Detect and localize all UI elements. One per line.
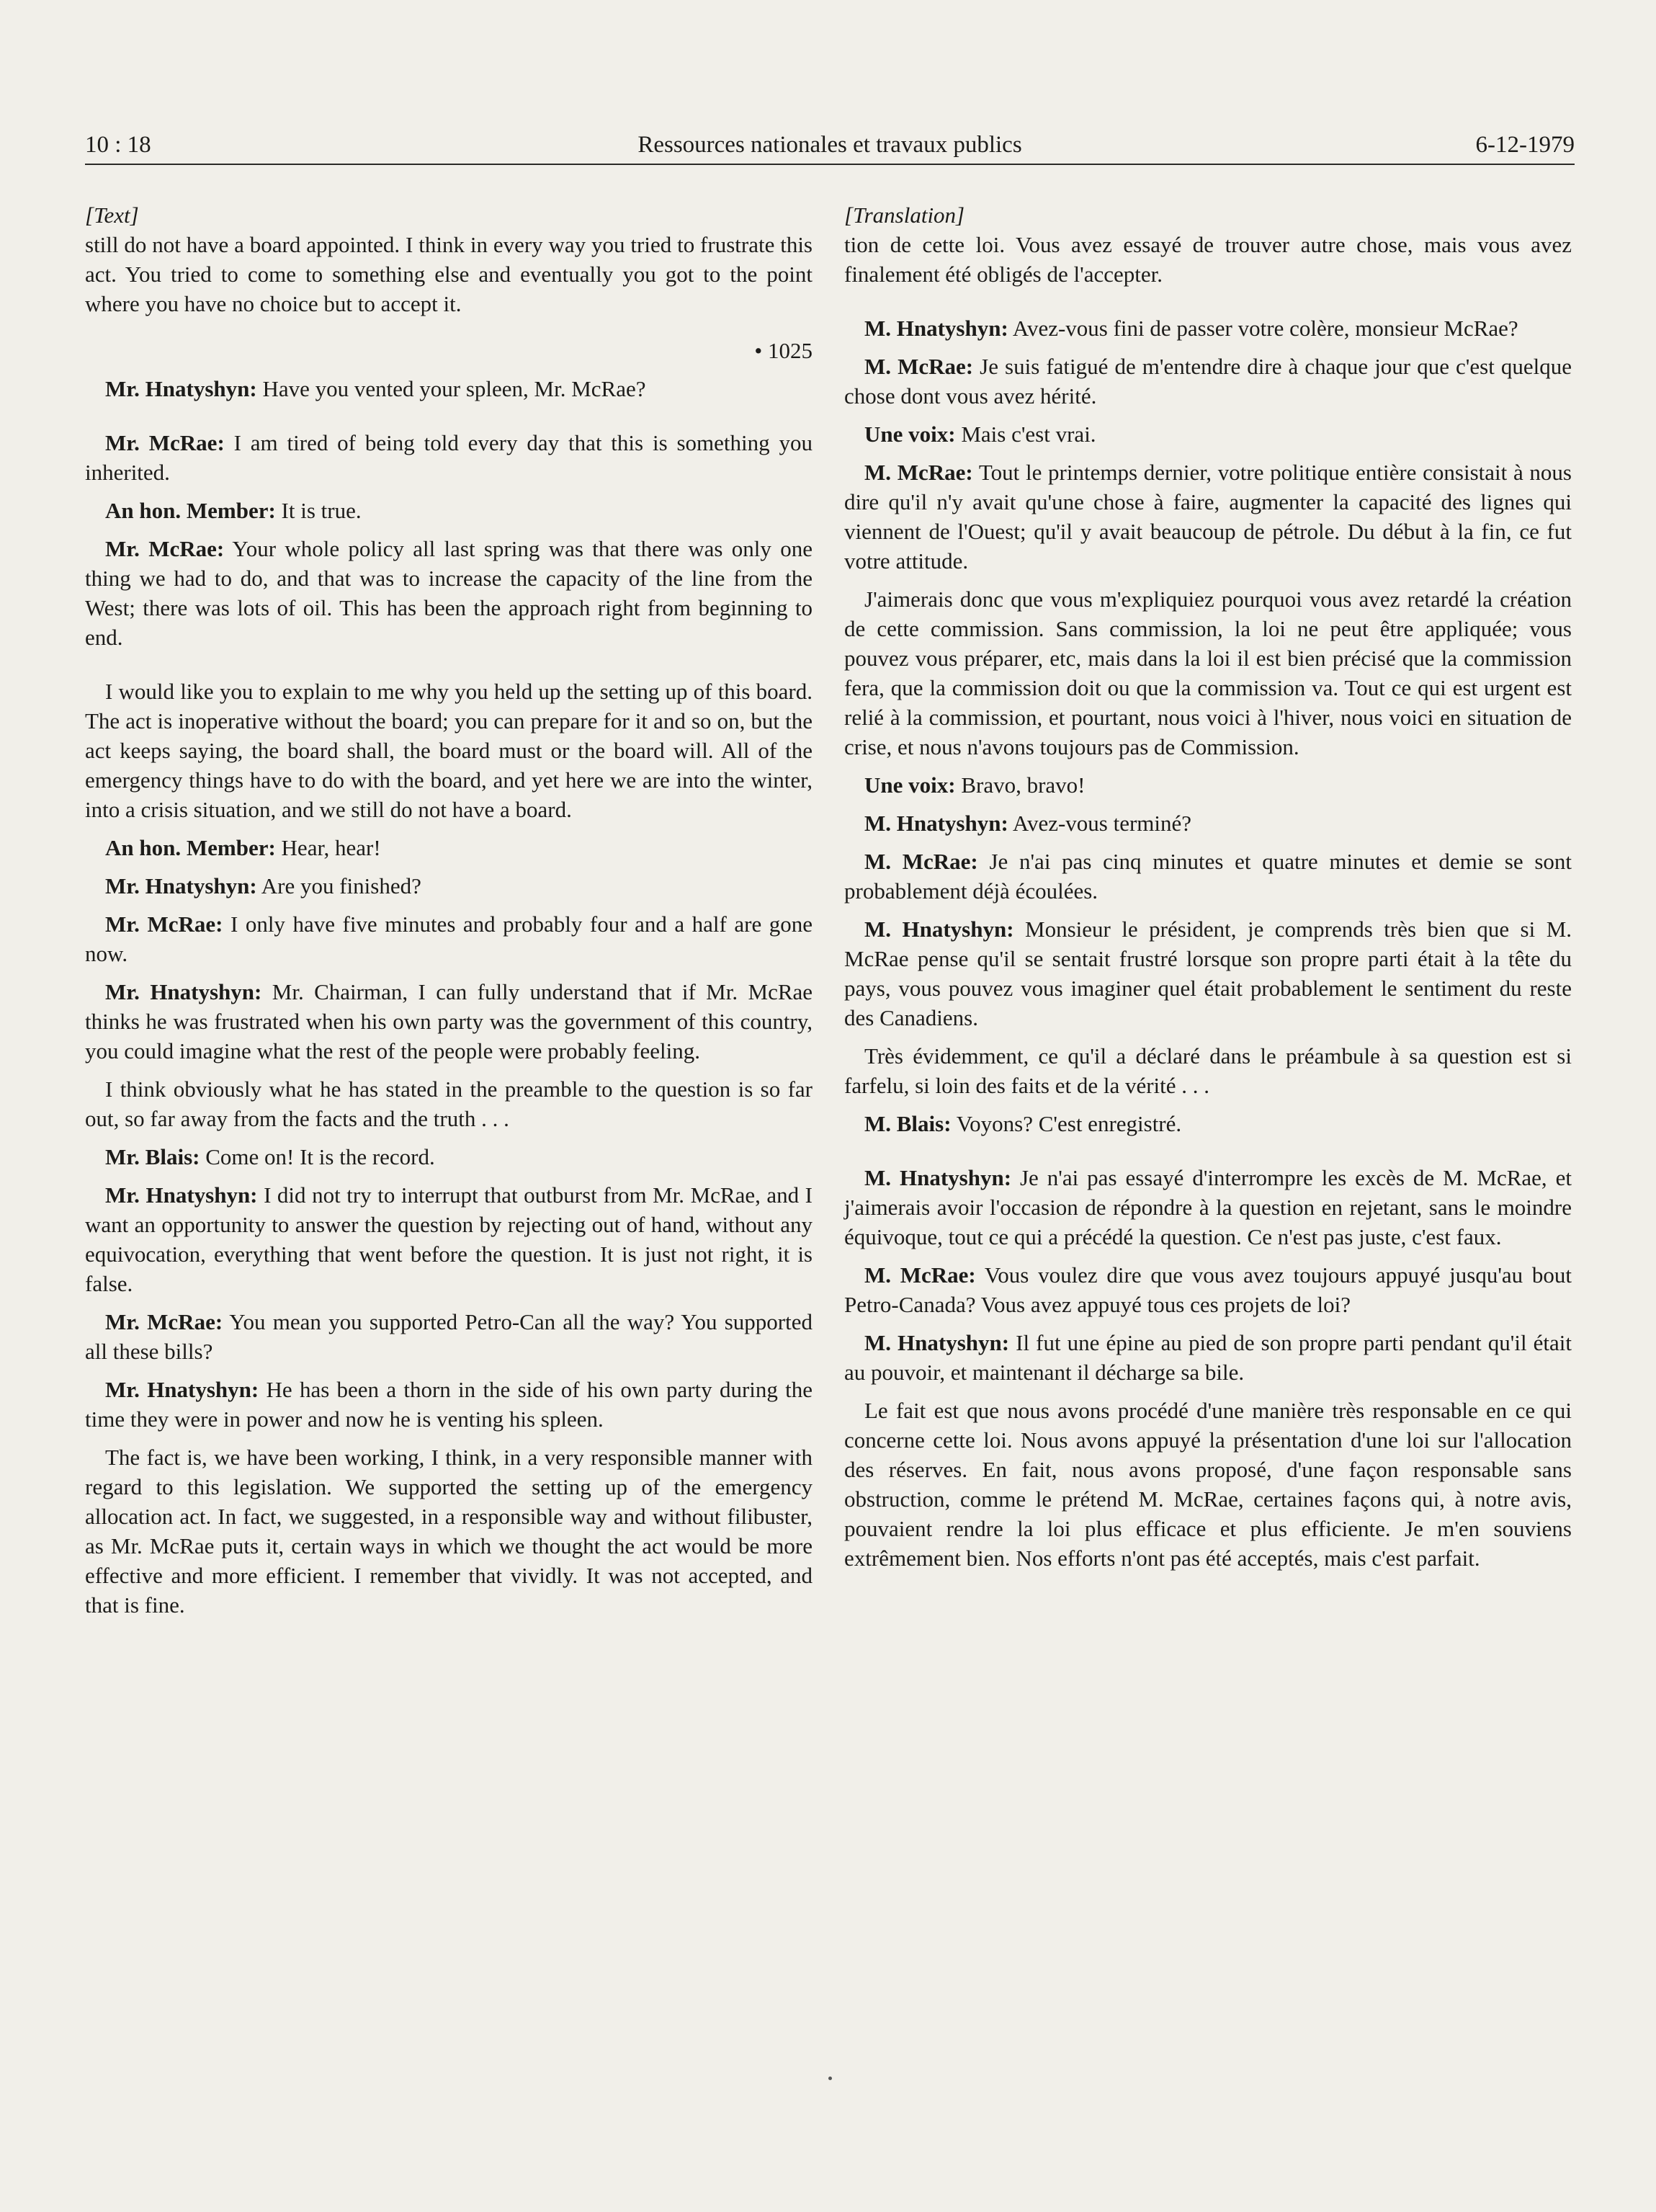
speech-text: Voyons? C'est enregistré. — [956, 1111, 1182, 1136]
transcript-paragraph — [844, 808, 1572, 838]
speech-text: Vous voulez dire que vous avez toujours appuyé jusqu'au bout Petro-Canada? Vous avez appuyé tous ces projets de loi? — [844, 1262, 1572, 1317]
continued-paragraph: tion de cette loi. Vous avez essayé de trouver autre chose, mais vous avez finalement été obligés de l'accepter. — [844, 232, 1572, 287]
speech-text: Monsieur le président, je comprends très bien que si M. McRae pense qu'il se sentait frustré lorsque son propre parti était à la tête du pays, vous pouvez vous imaginer quel était probablement le sentiment du reste des Canadiens. — [844, 917, 1572, 1030]
speaker-name: M. Hnatyshyn: — [864, 316, 1008, 341]
speaker-name: Mr. Hnatyshyn: — [105, 979, 262, 1004]
speech-text: Je n'ai pas essayé d'interrompre les excès de M. McRae, et j'aimerais avoir l'occasion de répondre à la question en rejetant, sans le moindre équivoque, tout ce qui a précédé la question. Ce n'est pas juste, c'est faux. — [844, 1165, 1572, 1249]
speaker-name: M. McRae: — [864, 354, 974, 379]
speaker-name: Mr. Blais: — [105, 1144, 200, 1169]
transcript-paragraph — [85, 871, 813, 901]
speech-text: Tout le printemps dernier, votre politique entière consistait à nous dire qu'il n'y avait qu'une chose à faire, augmenter la capacité des lignes qui viennent de l'Ouest; qu'il y avait beaucoup de pétrole. Du début à la fin, ce fut votre attitude. — [844, 460, 1572, 574]
speaker-name: Mr. Hnatyshyn: — [105, 873, 257, 898]
speech-text: Are you finished? — [261, 873, 421, 898]
transcript-paragraph — [844, 1163, 1572, 1252]
running-title: Ressources nationales et travaux publics — [637, 132, 1022, 158]
speaker-name: Mr. McRae: — [105, 430, 225, 455]
speech-text: Il fut une épine au pied de son propre parti pendant qu'il était au pouvoir, et maintenant il décharge sa bile. — [844, 1330, 1572, 1385]
header-rule — [85, 164, 1575, 165]
speech-text: Come on! It is the record. — [205, 1144, 435, 1169]
speech-text: I only have five minutes and probably four and a half are gone now. — [85, 911, 813, 966]
speech-text: Avez-vous fini de passer votre colère, monsieur McRae? — [1012, 316, 1518, 341]
speech-text: Have you vented your spleen, Mr. McRae? — [262, 376, 646, 401]
transcript-paragraph — [85, 833, 813, 862]
transcript-paragraph — [85, 1307, 813, 1366]
speech-text: Mais c'est vrai. — [961, 422, 1096, 447]
speech-text: Your whole policy all last spring was that there was only one thing we had to do, and that was to increase the capacity of the line from the West; there was lots of oil. This has been the approach right from beginning to end. — [85, 536, 813, 650]
speaker-name: Mr. Hnatyshyn: — [105, 1182, 258, 1208]
transcript-paragraph — [85, 1142, 813, 1172]
speech-text: Je n'ai pas cinq minutes et quatre minutes et demie se sont probablement déjà écoulées. — [844, 849, 1572, 904]
transcript-paragraph — [844, 1396, 1572, 1573]
speech-text: I think obviously what he has stated in the preamble to the question is so far out, so far away from the facts and the truth . . . — [85, 1076, 813, 1131]
transcript-paragraph — [85, 1442, 813, 1620]
speech-text: You mean you supported Petro-Can all the way? You supported all these bills? — [85, 1309, 813, 1364]
english-column — [85, 200, 813, 1628]
speech-text: Avez-vous terminé? — [1012, 811, 1192, 836]
header-date: 6-12-1979 — [1475, 132, 1575, 158]
transcript-paragraph — [85, 534, 813, 652]
transcript-paragraph — [85, 677, 813, 824]
speech-text: He has been a thorn in the side of his own party during the time they were in power and now he is venting his spleen. — [85, 1377, 813, 1432]
speech-text: Bravo, bravo! — [961, 772, 1086, 798]
speech-text: Le fait est que nous avons procédé d'une manière très responsable en ce qui concerne cette loi. Nous avons appuyé la présentation d'une loi sur l'allocation des réserves. En fait, nous avons proposé, d'une façon responsable sans obstruction, comme le prétend M. McRae, certaines façons qui, à notre avis, pouvaient rendre la loi plus efficace et plus efficiente. Je m'en souviens extrêmement bien. Nos efforts n'ont pas été acceptés, mais c'est parfait. — [844, 1398, 1572, 1571]
speaker-name: An hon. Member: — [105, 498, 276, 523]
speech-text: It is true. — [281, 498, 362, 523]
speaker-name: Une voix: — [864, 772, 956, 798]
transcript-paragraph — [844, 847, 1572, 906]
speaker-name: Mr. Hnatyshyn: — [105, 376, 257, 401]
speaker-name: M. McRae: — [864, 849, 978, 874]
speech-text: Mr. Chairman, I can fully understand that if Mr. McRae thinks he was frustrated when his own party was the government of this country, you could imagine what the rest of the people were probably feeling. — [85, 979, 813, 1063]
speaker-name: M. McRae: — [864, 1262, 976, 1288]
speaker-name: M. Hnatyshyn: — [864, 1165, 1012, 1190]
speaker-name: Mr. Hnatyshyn: — [105, 1377, 259, 1402]
transcript-paragraph — [844, 458, 1572, 576]
transcript-paragraph — [85, 428, 813, 487]
french-column — [844, 200, 1572, 1582]
speech-text: Hear, hear! — [281, 835, 381, 860]
column-label: [Text] — [85, 202, 139, 228]
transcript-paragraph — [85, 977, 813, 1066]
transcript-paragraph — [844, 584, 1572, 762]
speaker-name: Mr. McRae: — [105, 536, 225, 561]
transcript-paragraph — [844, 1260, 1572, 1319]
speaker-name: M. Hnatyshyn: — [864, 811, 1008, 836]
speaker-name: An hon. Member: — [105, 835, 276, 860]
transcript-paragraph — [844, 313, 1572, 343]
transcript-paragraph — [85, 496, 813, 525]
speech-text: Je suis fatigué de m'entendre dire à chaque jour que c'est quelque chose dont vous avez hérité. — [844, 354, 1572, 409]
speaker-name: M. McRae: — [864, 460, 973, 485]
transcript-paragraph — [844, 1041, 1572, 1100]
page-header — [85, 127, 1575, 163]
time-marker: • 1025 — [754, 338, 813, 363]
speaker-name: Une voix: — [864, 422, 956, 447]
speaker-name: Mr. McRae: — [105, 1309, 223, 1334]
speech-text: I did not try to interrupt that outburst from Mr. McRae, and I want an opportunity to answer the question by rejecting out of hand, without any equivocation, everything that went before the question. It is just not right, it is false. — [85, 1182, 813, 1296]
speaker-name: M. Hnatyshyn: — [864, 917, 1014, 942]
speech-text: J'aimerais donc que vous m'expliquiez pourquoi vous avez retardé la création de cette commission. Sans commission, la loi ne peut être appliquée; vous pouvez vous préparer, etc, mais dans la loi il est bien précisé que la commission fera, que la commission doit ou que la commission va. Tout ce qui est urgent est relié à la commission, et pourtant, nous voici à l'hiver, nous voici en situation de crise, et nous n'avons toujours pas de Commission. — [844, 587, 1572, 759]
speech-text: I am tired of being told every day that this is something you inherited. — [85, 430, 813, 485]
column-label: [Translation] — [844, 202, 965, 228]
transcript-paragraph — [844, 352, 1572, 411]
speech-text: I would like you to explain to me why you held up the setting up of this board. The act is inoperative without the board; you can prepare for it and so on, but the act keeps saying, the board shall, the board must or the board will. All of the emergency things have to do with the board, and yet here we are into the winter, into a crisis situation, and we still do not have a board. — [85, 679, 813, 822]
transcript-paragraph — [844, 1109, 1572, 1138]
transcript-paragraph — [85, 374, 813, 403]
page-mark — [828, 2077, 832, 2080]
transcript-paragraph — [85, 1180, 813, 1298]
speaker-name: M. Hnatyshyn: — [864, 1330, 1010, 1355]
speech-text: The fact is, we have been working, I think, in a very responsible manner with regard to this legislation. We supported the setting up of the emergency allocation act. In fact, we suggested, in a responsible way and without filibuster, as Mr. McRae puts it, certain ways in which we thought the act would be more effective and more efficient. I remember that vividly. It was not accepted, and that is fine. — [85, 1445, 813, 1618]
speech-text: Très évidemment, ce qu'il a déclaré dans le préambule à sa question est si farfelu, si loin des faits et de la vérité . . . — [844, 1043, 1572, 1098]
transcript-paragraph — [844, 770, 1572, 800]
continued-paragraph: still do not have a board appointed. I think in every way you tried to frustrate this act. You tried to come to something else and eventually you got to the point where you have no choice but to accept it. — [85, 232, 813, 316]
transcript-paragraph — [85, 909, 813, 968]
transcript-paragraph — [844, 1328, 1572, 1387]
page-number: 10 : 18 — [85, 132, 151, 158]
speaker-name: M. Blais: — [864, 1111, 952, 1136]
speaker-name: Mr. McRae: — [105, 911, 223, 937]
transcript-paragraph — [844, 419, 1572, 449]
transcript-paragraph — [85, 1375, 813, 1434]
transcript-paragraph — [85, 1074, 813, 1133]
transcript-paragraph — [844, 914, 1572, 1033]
